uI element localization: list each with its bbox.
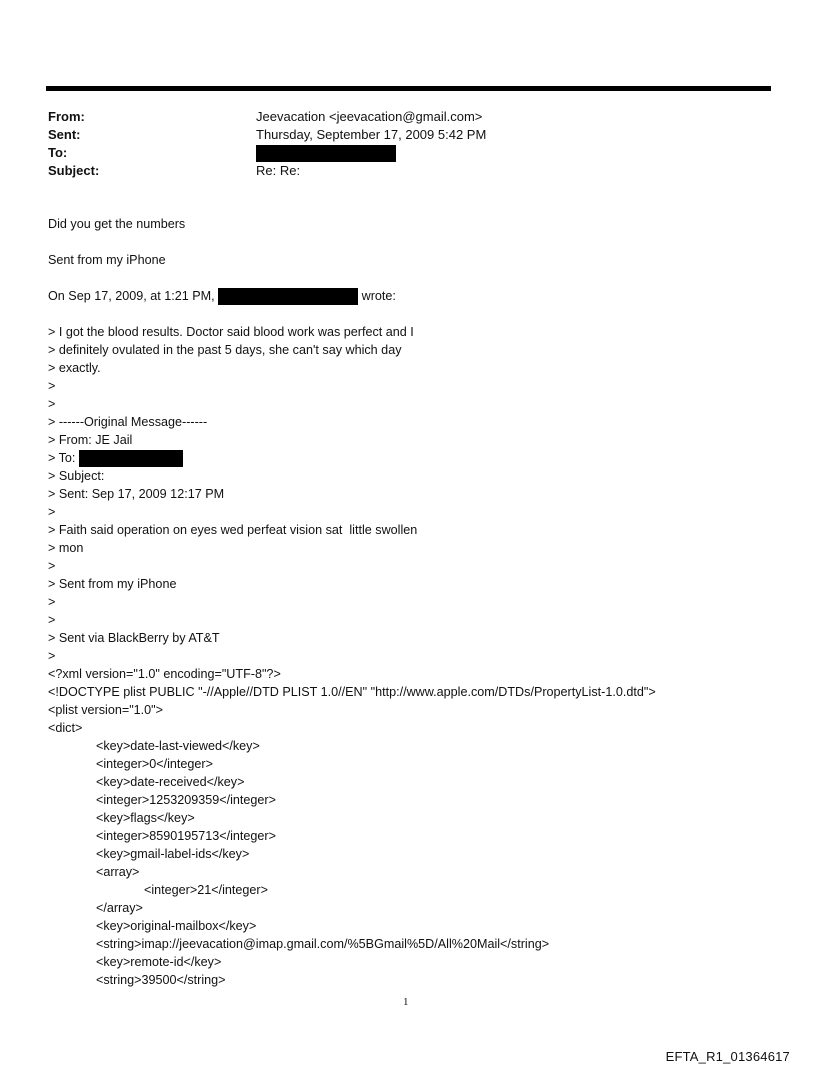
xml-line: <?xml version="1.0" encoding="UTF-8"?> [48, 667, 281, 681]
xml-line: <integer>21</integer> [144, 883, 268, 897]
quoted-line: > definitely ovulated in the past 5 days, she can't say which day [48, 343, 402, 357]
xml-line: <key>remote-id</key> [96, 955, 222, 969]
xml-line: <key>date-last-viewed</key> [96, 739, 260, 753]
xml-line: <integer>8590195713</integer> [96, 829, 276, 843]
quoted-line: > ------Original Message------ [48, 415, 208, 429]
redaction-box [256, 145, 396, 162]
quoted-line: > [48, 379, 56, 393]
subject-row [48, 162, 768, 180]
xml-line: <string>imap://jeevacation@imap.gmail.com/%5BGmail%5D/All%20Mail</string> [96, 937, 550, 951]
redaction-box [218, 288, 358, 305]
subject-label: Subject: [48, 163, 100, 178]
quoted-line: > [48, 595, 56, 609]
quoted-line: > [48, 505, 56, 519]
quoted-line: > exactly. [48, 361, 101, 375]
quoted-line: > [48, 649, 56, 663]
quoted-to-line [48, 449, 788, 467]
quoted-line: > Sent from my iPhone [48, 577, 177, 591]
wrote-line [48, 287, 788, 305]
to-row [48, 144, 768, 162]
wrote-suffix: wrote: [361, 289, 396, 303]
xml-line: <string>39500</string> [96, 973, 226, 987]
quoted-line: > Subject: [48, 469, 105, 483]
header-rule [46, 86, 771, 91]
quoted-line: > [48, 397, 56, 411]
from-label: From: [48, 109, 85, 124]
body-line: Sent from my iPhone [48, 253, 166, 267]
wrote-prefix: On Sep 17, 2009, at 1:21 PM, [48, 289, 215, 303]
subject-value: Re: Re: [256, 163, 301, 178]
quoted-to-label: > To: [48, 451, 76, 465]
xml-line: <key>original-mailbox</key> [96, 919, 257, 933]
page-number: 1 [403, 996, 409, 1008]
from-value: Jeevacation <jeevacation@gmail.com> [256, 109, 483, 124]
xml-line: </array> [96, 901, 143, 915]
body-line: Did you get the numbers [48, 217, 186, 231]
sent-row [48, 126, 768, 144]
quoted-line: > From: JE Jail [48, 433, 133, 447]
quoted-line: > mon [48, 541, 84, 555]
quoted-line: > Sent via BlackBerry by AT&T [48, 631, 220, 645]
quoted-line: > [48, 613, 56, 627]
quoted-line: > I got the blood results. Doctor said blood work was perfect and I [48, 325, 414, 339]
email-header [48, 108, 768, 180]
quoted-line: > Faith said operation on eyes wed perfeat vision sat little swollen [48, 523, 418, 537]
redaction-box [79, 450, 183, 467]
document-id: EFTA_R1_01364617 [665, 1049, 790, 1064]
to-value [256, 144, 396, 162]
to-label: To: [48, 145, 68, 160]
from-row [48, 108, 768, 126]
email-body [48, 215, 788, 989]
quoted-line: > Sent: Sep 17, 2009 12:17 PM [48, 487, 225, 501]
xml-line: <!DOCTYPE plist PUBLIC "-//Apple//DTD PLIST 1.0//EN" "http://www.apple.com/DTDs/PropertyList-1.0.dtd"> [48, 685, 656, 699]
sent-value: Thursday, September 17, 2009 5:42 PM [256, 127, 487, 142]
xml-line: <integer>1253209359</integer> [96, 793, 276, 807]
xml-line: <key>flags</key> [96, 811, 195, 825]
xml-line: <key>gmail-label-ids</key> [96, 847, 250, 861]
xml-line: <integer>0</integer> [96, 757, 213, 771]
xml-line: <array> [96, 865, 140, 879]
xml-line: <plist version="1.0"> [48, 703, 164, 717]
sent-label: Sent: [48, 127, 81, 142]
xml-line: <dict> [48, 721, 83, 735]
quoted-line: > [48, 559, 56, 573]
xml-line: <key>date-received</key> [96, 775, 245, 789]
